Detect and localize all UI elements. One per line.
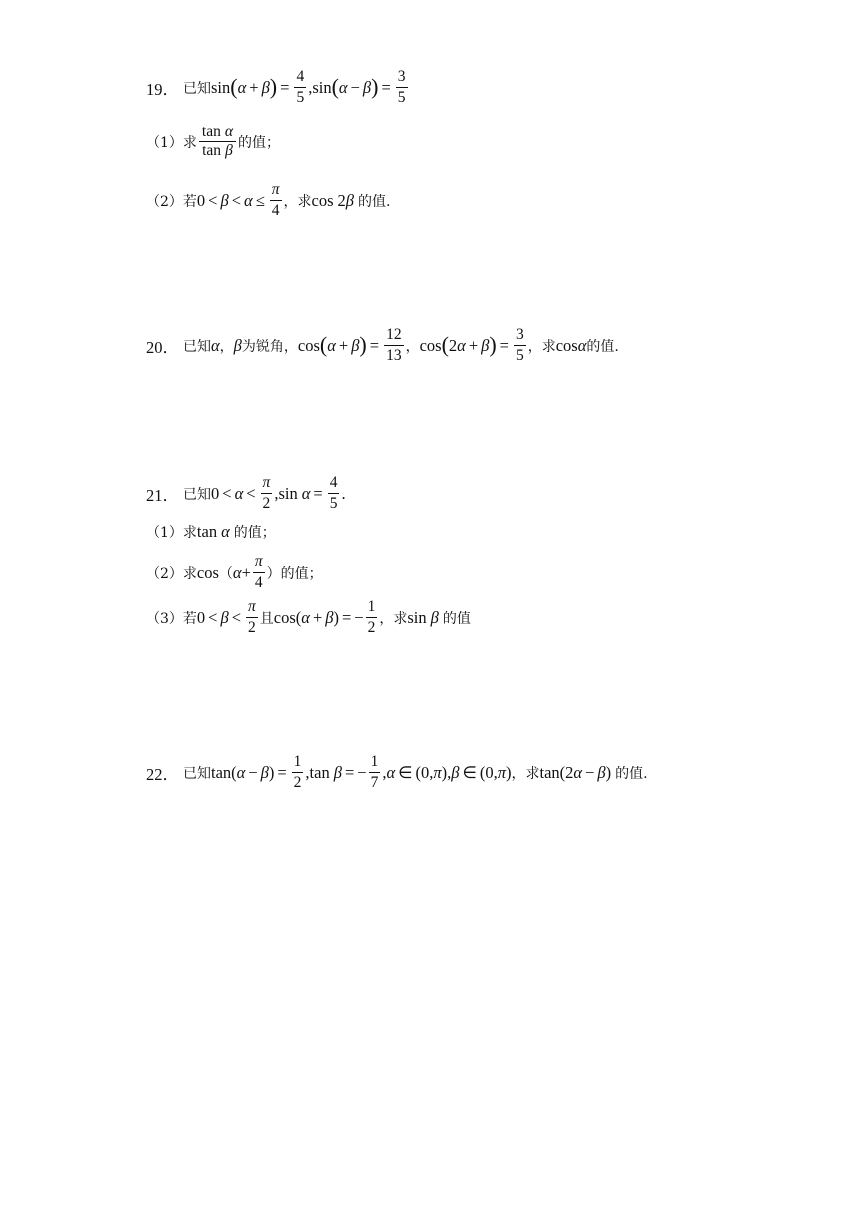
q21-pi-over-4: $\frac{\pi}{4}$ bbox=[254, 553, 263, 591]
q19-fraction-3-5: $\frac{3}{5}$ bbox=[397, 68, 406, 106]
q22-fraction-1-7: $\frac{1}{7}$ bbox=[370, 753, 379, 791]
q21-fraction-4-5: $\frac{4}{5}$ bbox=[329, 474, 338, 512]
q21-stem: 21． 已知 0 < α < $\frac{\pi}{2}$ , sin α = $\frac{4}{5}$ . bbox=[146, 474, 346, 512]
q21-pi-over-2: $\frac{\pi}{2}$ bbox=[262, 474, 271, 512]
q19-tan-ratio: $\frac{\text{tan α}}{\text{tan β}}$ bbox=[199, 123, 236, 160]
q21-part1: （1）求 tan α 的值； bbox=[146, 522, 276, 541]
q20-stem: 20． 已知 α ， β 为锐角， cos ( α + β ) = $\frac{12}{13}$ ， cos ( 2 α + β ) = $\frac{3}{5}$ ，求 cos α 的值. bbox=[146, 326, 619, 364]
q21-part3-pi-over-2: $\frac{\pi}{2}$ bbox=[248, 598, 256, 636]
q20-number: 20． bbox=[146, 337, 179, 357]
q19-pi-over-4: $\frac{\pi}{4}$ bbox=[271, 181, 280, 219]
q21-part3: （3）若 0 < β < $\frac{\pi}{2}$ 且 cos( α + β ) = − $\frac{1}{2}$ ，求 sin β 的值 bbox=[146, 598, 471, 636]
q19-part2: （2）若 0 < β < α ≤ $\frac{\pi}{4}$ ，求 cos 2 β 的值. bbox=[146, 181, 391, 219]
q19-number: 19． bbox=[146, 79, 179, 99]
q20-fraction-3-5: $\frac{3}{5}$ bbox=[515, 326, 524, 364]
q21-number: 21． bbox=[146, 485, 179, 505]
q22-number: 22． bbox=[146, 764, 179, 784]
q19-part1: （1）求 $\frac{\text{tan α}}{\text{tan β}}$ 的值； bbox=[146, 123, 280, 159]
q19-given-label: 已知 bbox=[183, 80, 211, 97]
q21-fraction-1-2: $\frac{1}{2}$ bbox=[367, 598, 376, 636]
q19-fraction-4-5: $\frac{4}{5}$ bbox=[296, 68, 305, 106]
q21-part2: （2）求 cos （ α + $\frac{\pi}{4}$ ） 的值； bbox=[146, 553, 323, 591]
q22-fraction-1-2: $\frac{1}{2}$ bbox=[293, 753, 302, 791]
q20-fraction-12-13: $\frac{12}{13}$ bbox=[386, 326, 402, 364]
q19-stem: 19． 已知 sin ( α + β ) = $\frac{4}{5}$ , sin ( α − β ) = $\frac{3}{5}$ bbox=[146, 68, 406, 106]
q22-stem: 22． 已知 tan( α − β ) = $\frac{1}{2}$ , tan β = − $\frac{1}{7}$ , α ∈ (0, π ), β ∈ (0, π ) ，求 tan(2 α − β ) 的值. bbox=[146, 753, 648, 791]
